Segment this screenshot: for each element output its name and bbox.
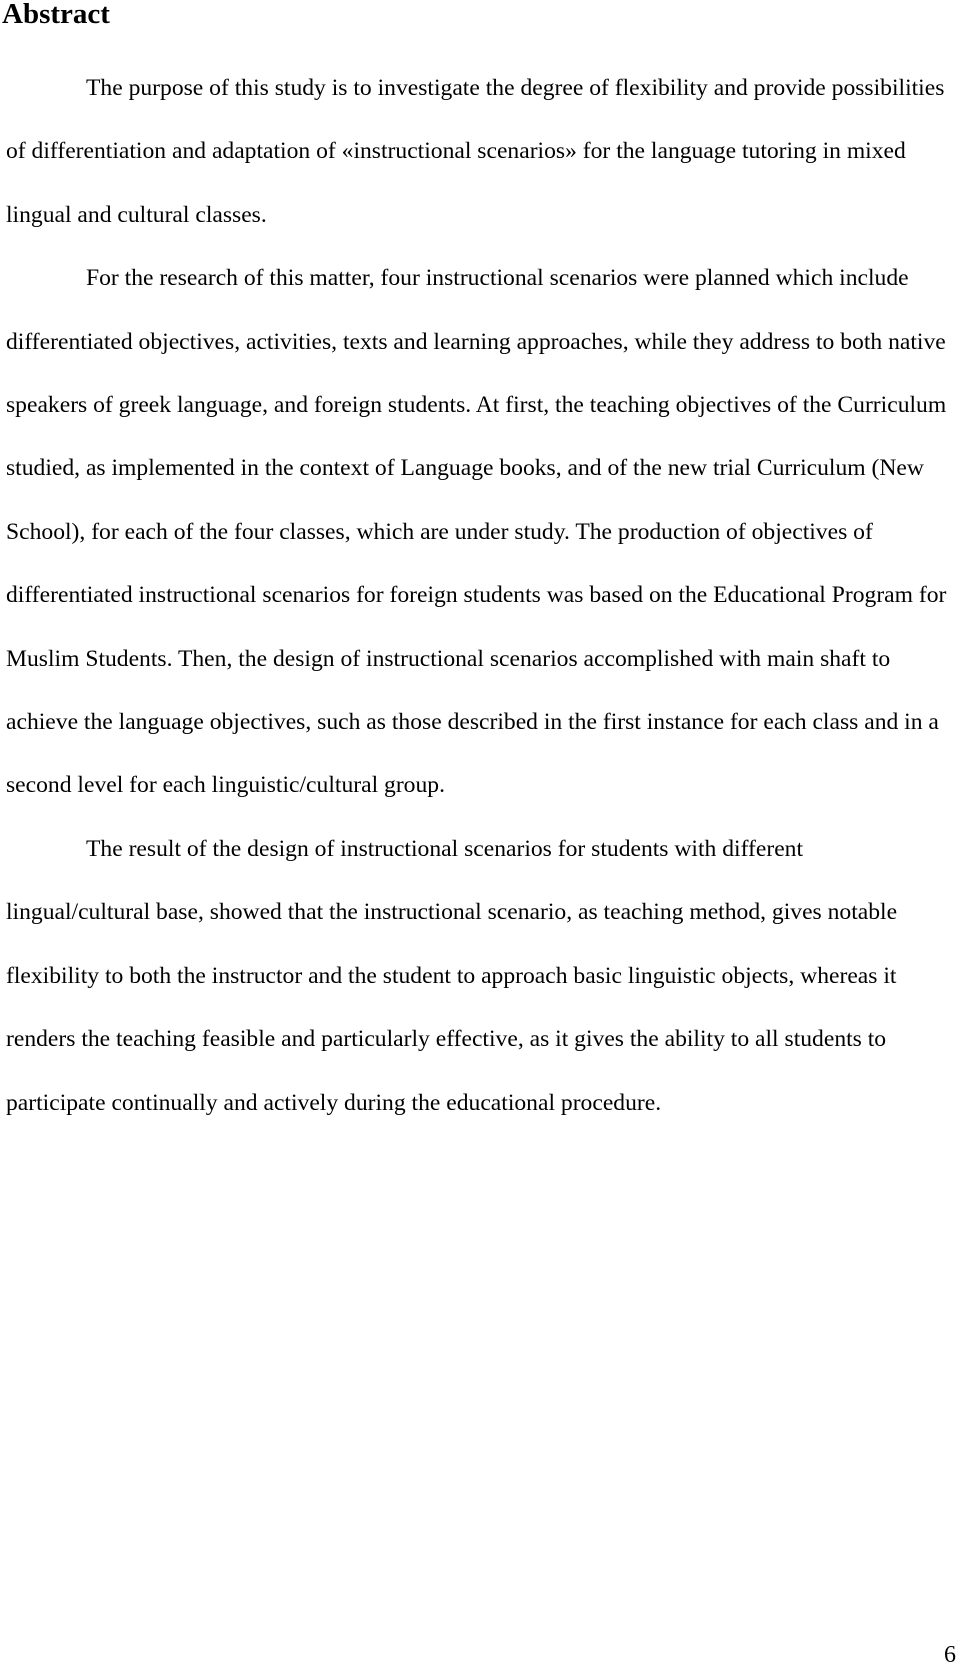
abstract-paragraph-3: The result of the design of instructional scenarios for students with different lingual/cultural base, showed that the instructional scenario, as teaching method, gives notable flexibility to both the instructor and the student to approach basic linguistic objects, whereas it renders the teaching feasible and particularly effective, as it gives the ability to all students to participate continually and actively during the educational procedure. <box>6 835 898 1116</box>
page-number: 6 <box>944 1642 956 1668</box>
abstract-paragraph-1: The purpose of this study is to investigate the degree of flexibility and provide possibilities of differentiation and adaptation of «instructional scenarios» for the language tutoring in mixed lingual and cultural classes. <box>6 75 945 228</box>
abstract-heading: Abstract <box>2 0 110 30</box>
abstract-paragraph-2: For the research of this matter, four instructional scenarios were planned which include differentiated objectives, activities, texts and learning approaches, while they address to both native speakers of greek language, and foreign students. At first, the teaching objectives of the Curriculum studied, as implemented in the context of Language books, and of the new trial Curriculum (New School), for each of the four classes, which are under study. The production of objectives of differentiated instructional scenarios for foreign students was based on the Educational Program for Muslim Students. Then, the design of instructional scenarios accomplished with main shaft to achieve the language objectives, such as those described in the first instance for each class and in a second level for each linguistic/cultural group. <box>6 265 947 799</box>
abstract-body <box>6 57 952 1135</box>
